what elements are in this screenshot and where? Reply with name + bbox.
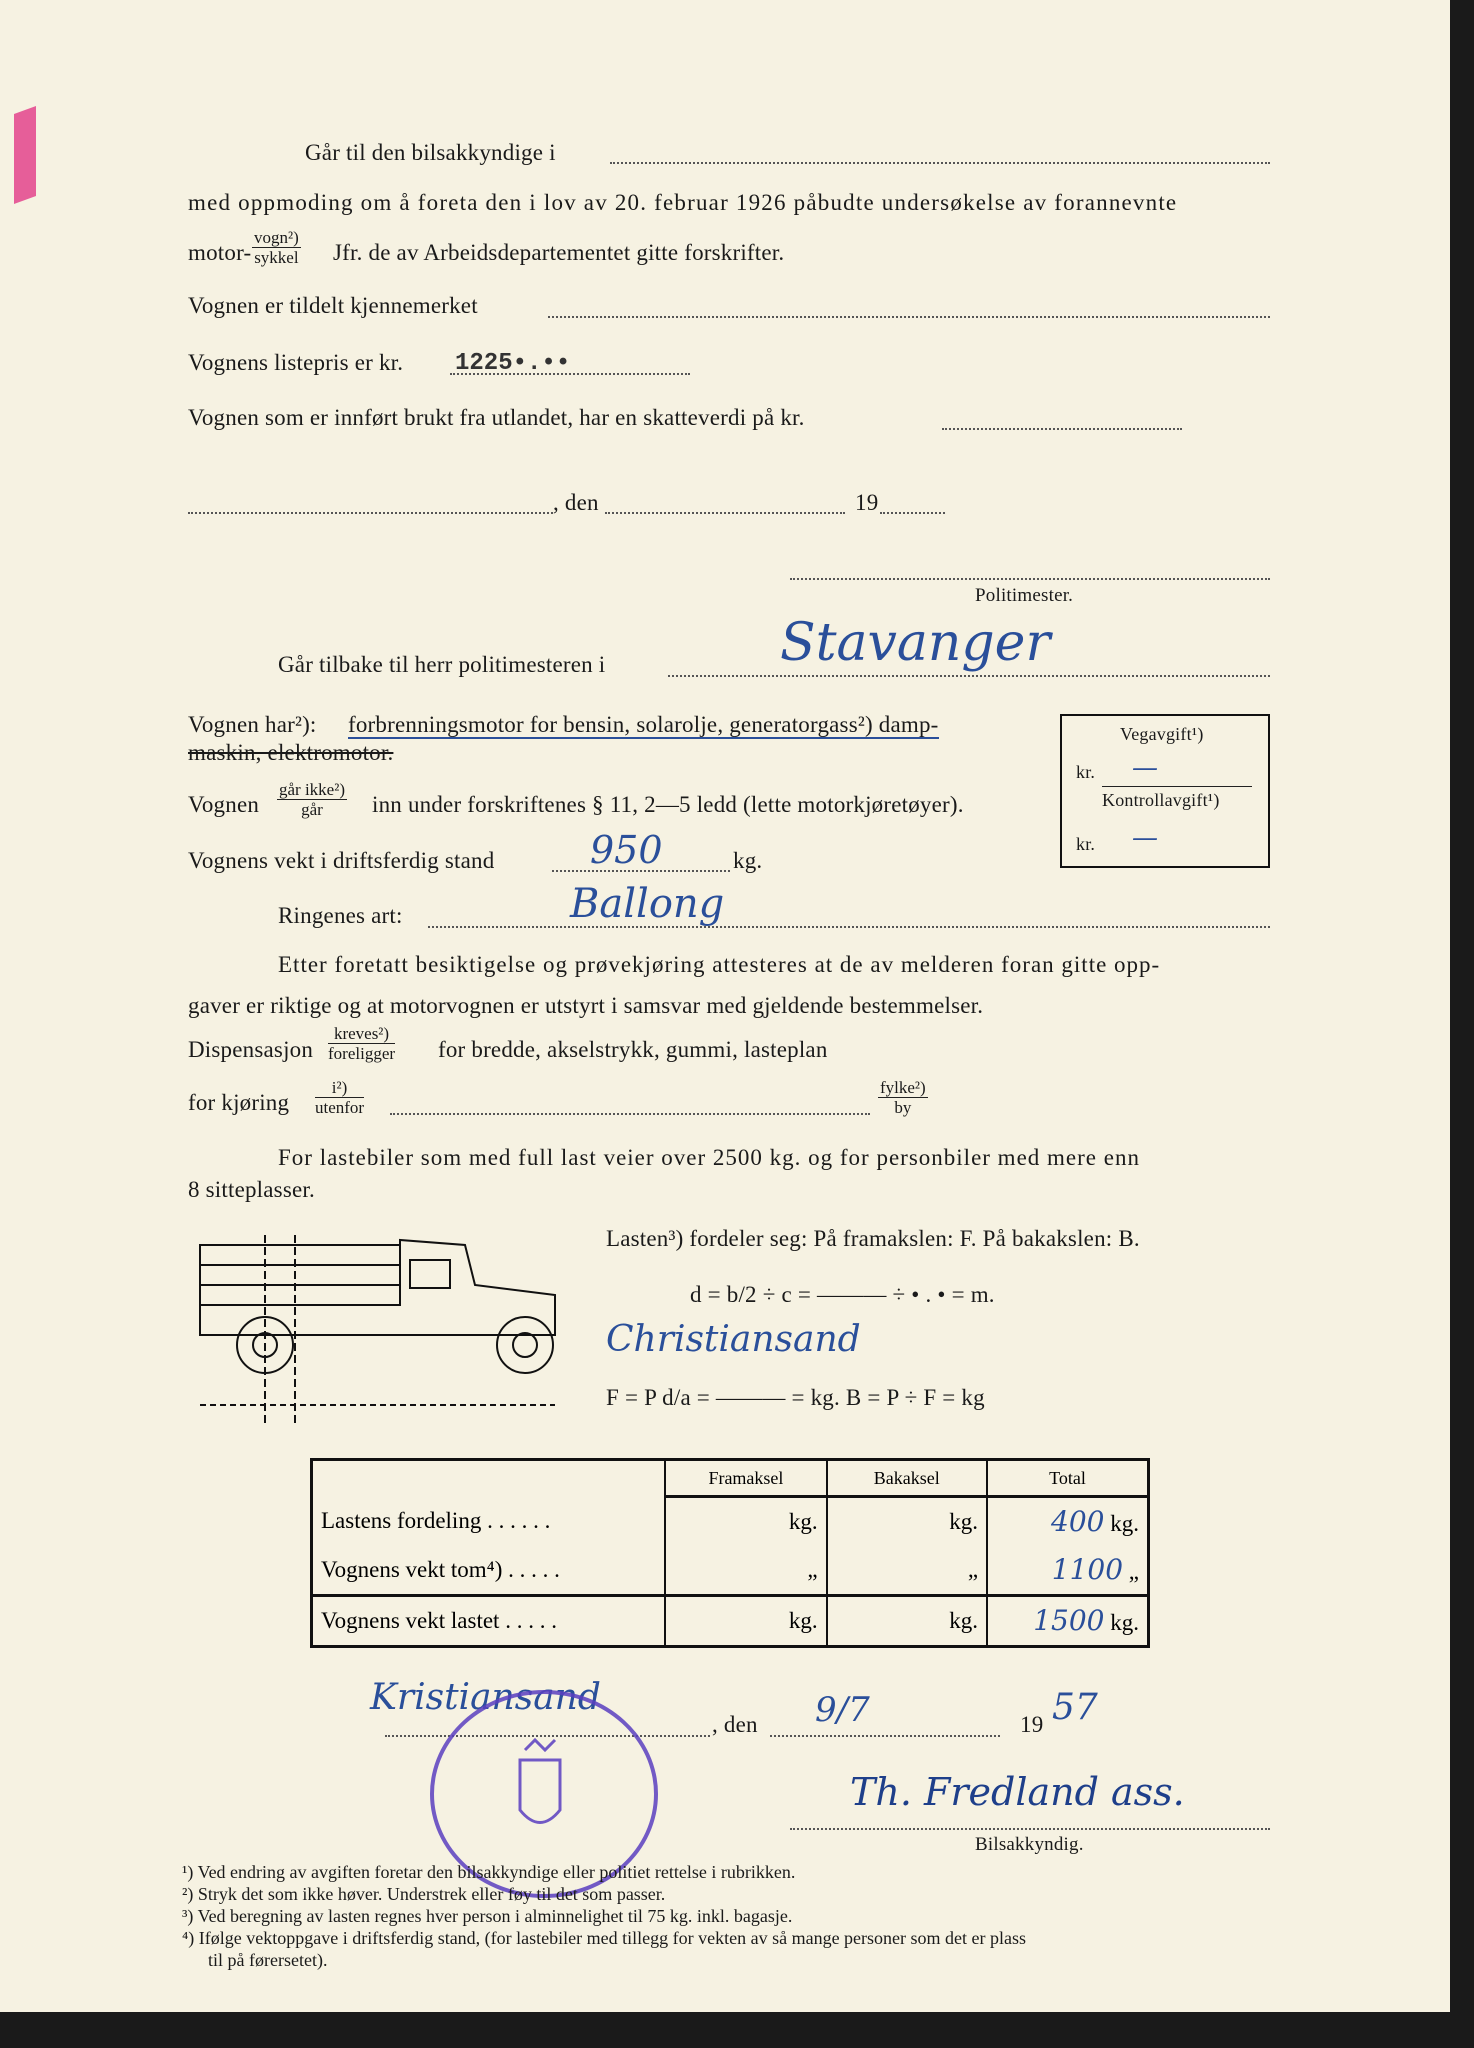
pink-ink-mark <box>14 106 36 204</box>
header-empty <box>312 1460 666 1497</box>
motor-fraction <box>252 228 301 267</box>
truck-cab <box>200 1240 555 1335</box>
table-header <box>312 1460 1149 1497</box>
total-value: 1100 <box>1051 1552 1124 1586</box>
weight-label: Vognens vekt i driftsferdig stand <box>188 848 495 873</box>
rear-cell[interactable]: kg. <box>827 1596 987 1647</box>
tyres-label: Ringenes art: <box>278 903 403 928</box>
frac-top: kreves²) <box>328 1024 395 1044</box>
engine-label: Vognen har²): <box>188 712 317 737</box>
table-row <box>312 1596 1149 1647</box>
engine-options-2: maskin, elektromotor. <box>188 740 394 765</box>
signoff-year-prefix: 19 <box>1020 1712 1044 1737</box>
formula-d: d = b/2 ÷ c = ——— ÷ • . • = m. <box>690 1282 995 1307</box>
road-tax-value: — <box>1132 753 1158 783</box>
return-city-handwritten: Stavanger <box>780 613 1051 673</box>
total-cell[interactable] <box>987 1546 1148 1596</box>
weight-value: 950 <box>590 828 663 872</box>
frac-bottom: går <box>301 800 323 819</box>
list-price-label: Vognens listepris er kr. <box>188 350 404 375</box>
frac-bottom: sykkel <box>254 248 299 267</box>
unit: „ <box>1128 1558 1139 1584</box>
footnote-3: ³) Ved beregning av lasten regnes hver person i alminnelighet til 75 kg. inkl. bagasje. <box>182 1906 793 1926</box>
total-cell[interactable] <box>987 1596 1148 1647</box>
attest-line-1: Etter foretatt besiktigelse og prøvekjøring attesteres at de av melderen foran gitte opp- <box>278 952 1161 977</box>
unit: kg. <box>1110 1510 1139 1536</box>
rear-cell[interactable]: „ <box>827 1546 987 1596</box>
expert-city-field[interactable] <box>610 162 1270 164</box>
rear-cell[interactable]: kg. <box>827 1497 987 1547</box>
total-value: 400 <box>1051 1504 1105 1538</box>
frac-top: går ikke²) <box>279 780 345 799</box>
footnote-1: ¹) Ved endring av avgiften foretar den bilsakkyndige eller politiet rettelse i rubrikken. <box>182 1862 796 1882</box>
signoff-date: 9/7 <box>815 1690 870 1730</box>
place-field[interactable] <box>188 512 553 514</box>
control-fee-kr: kr. <box>1076 834 1096 854</box>
frac-bottom: by <box>894 1098 912 1117</box>
truck-diagram <box>185 1225 565 1445</box>
attest-line-2: gaver er riktige og at motorvognen er utstyrt i samsvar med gjeldende bestemmelser. <box>188 993 984 1018</box>
table-row <box>312 1497 1149 1547</box>
expert-signature-field[interactable] <box>790 1828 1270 1830</box>
table-row <box>312 1546 1149 1596</box>
footnote-4-cont: til på førersetet). <box>208 1950 328 1970</box>
motor-suffix: Jfr. de av Arbeidsdepartementet gitte forskrifter. <box>333 240 785 265</box>
row-label: Vognens vekt tom⁴) . . . . . <box>321 1557 560 1582</box>
frac-top: vogn²) <box>254 228 299 247</box>
road-tax-label: Vegavgift¹) <box>1120 724 1204 744</box>
front-cell[interactable]: kg. <box>665 1497 826 1547</box>
tyres-value: Ballong <box>570 881 725 927</box>
signature: Th. Fredland ass. <box>850 1770 1185 1814</box>
header-total: Total <box>987 1460 1148 1497</box>
weight-unit: kg. <box>733 848 763 873</box>
light-prefix: Vognen <box>188 792 260 817</box>
dispensation-prefix: Dispensasjon <box>188 1037 314 1062</box>
footnote-4: ⁴) Ifølge vektoppgave i driftsferdig stand, (for lastebiler med tillegg for vekten av så mange personer som det er plass <box>182 1928 1027 1948</box>
return-city-field[interactable] <box>668 675 1270 677</box>
front-cell[interactable]: kg. <box>665 1596 826 1647</box>
list-price-value: 1225•.•• <box>455 350 571 377</box>
plate-field[interactable] <box>548 316 1270 318</box>
total-value: 1500 <box>1033 1603 1105 1637</box>
import-value-field[interactable] <box>942 428 1182 430</box>
formula-f: F = P d/a = ——— = kg. B = P ÷ F = kg <box>606 1385 985 1410</box>
front-cell[interactable]: „ <box>665 1546 826 1596</box>
goes-to-expert-label: Går til den bilsakkyndige i <box>305 140 556 165</box>
fee-box <box>1060 714 1270 868</box>
return-label: Går tilbake til herr politimesteren i <box>278 652 606 677</box>
import-label: Vognen som er innført brukt fra utlandet, har en skatteverdi på kr. <box>188 405 805 430</box>
police-chief-label: Politimester. <box>975 585 1074 606</box>
driving-field[interactable] <box>390 1113 870 1115</box>
expert-role-label: Bilsakkyndig. <box>975 1834 1084 1855</box>
signoff-year: 57 <box>1052 1687 1098 1728</box>
weight-distribution-table <box>310 1458 1150 1648</box>
header-rear-axle: Bakaksel <box>827 1460 987 1497</box>
total-cell[interactable] <box>987 1497 1148 1547</box>
control-fee-value: — <box>1132 823 1158 853</box>
stamp-crest-icon <box>430 1690 650 1890</box>
frac-top: fylke²) <box>880 1078 926 1097</box>
header-front-axle: Framaksel <box>665 1460 826 1497</box>
truck-body <box>200 1245 400 1305</box>
engine-options <box>348 712 939 738</box>
signoff-place-handwritten: Kristiansand <box>370 1677 601 1718</box>
control-fee-label: Kontrollavgift¹) <box>1102 790 1220 810</box>
driving-prefix: for kjøring <box>188 1090 290 1115</box>
footnote-2: ²) Stryk det som ikke høver. Understrek eller føy til det som passer. <box>182 1884 666 1904</box>
engine-options-text: forbrenningsmotor for bensin, solarolje, generatorgass²) damp- <box>348 712 939 737</box>
light-suffix: inn under forskriftenes § 11, 2—5 ledd (lette motorkjøretøyer). <box>372 792 964 817</box>
unit: kg. <box>1110 1609 1139 1635</box>
diagonal-handwritten-note: Christiansand <box>606 1319 861 1360</box>
signoff-den: , den <box>712 1712 758 1737</box>
road-tax-line <box>1102 786 1252 787</box>
driving-fraction <box>315 1078 364 1117</box>
dispensation-fraction <box>328 1024 395 1063</box>
year-field[interactable] <box>880 512 945 514</box>
row-label: Lastens fordeling . . . . . . <box>321 1508 551 1534</box>
list-price-field[interactable] <box>450 373 690 375</box>
frac-bottom: utenfor <box>315 1098 365 1117</box>
light-fraction <box>277 780 347 819</box>
police-signature-field[interactable] <box>790 578 1270 580</box>
motor-prefix: motor- <box>188 240 252 265</box>
date-field[interactable] <box>605 512 845 514</box>
load-distribution: Lasten³) fordeler seg: På framakslen: F. På bakakslen: B. <box>606 1226 1140 1251</box>
dispensation-suffix: for bredde, akselstrykk, gummi, lasteplan <box>438 1037 828 1062</box>
den-label: , den <box>553 490 599 515</box>
rear-wheel-icon <box>497 1317 553 1373</box>
county-fraction <box>878 1078 928 1117</box>
request-text: med oppmoding om å foreta den i lov av 20. februar 1926 påbudte undersøkelse av forannevnte <box>188 190 1178 215</box>
frac-bottom: foreligger <box>328 1044 396 1063</box>
signoff-date-field[interactable] <box>770 1735 1000 1737</box>
plate-label: Vognen er tildelt kjennemerket <box>188 293 478 318</box>
tyres-field[interactable] <box>428 926 1270 928</box>
trucks-line-2: 8 sitteplasser. <box>188 1177 315 1202</box>
trucks-line-1: For lastebiler som med full last veier over 2500 kg. og for personbiler med mere enn <box>278 1145 1140 1170</box>
row-label: Vognens vekt lastet . . . . . <box>312 1596 666 1647</box>
road-tax-kr: kr. <box>1076 762 1096 782</box>
frac-top: i²) <box>315 1078 364 1098</box>
year-label: 19 <box>855 490 879 515</box>
